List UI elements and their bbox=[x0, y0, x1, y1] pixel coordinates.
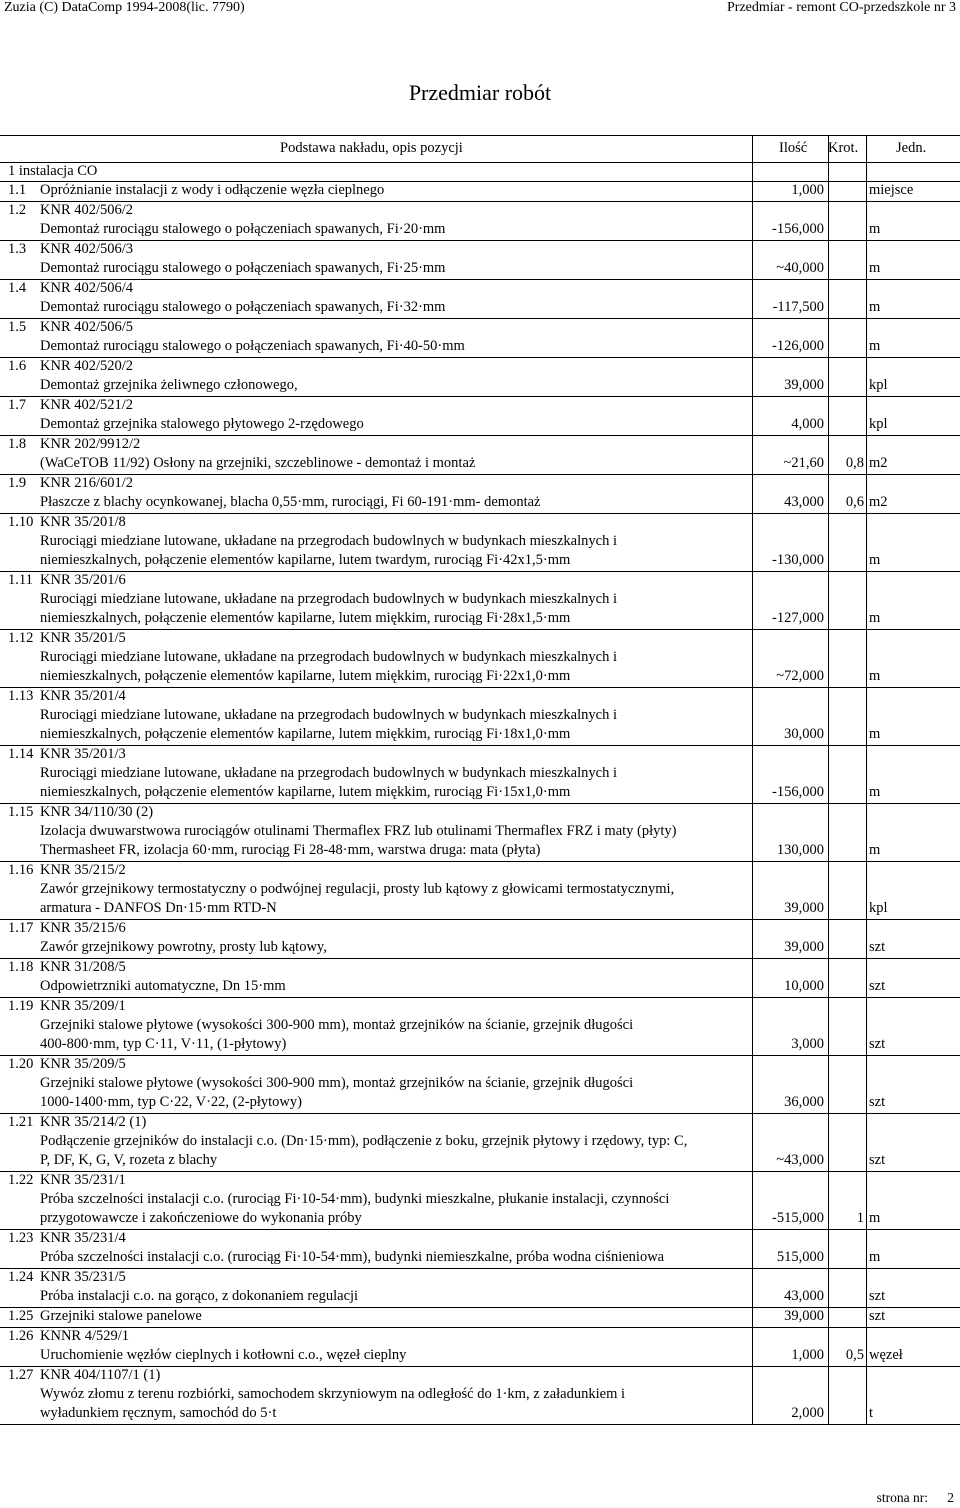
item-description: Odpowietrzniki automatyczne, Dn 15·mm bbox=[40, 978, 286, 994]
item-number: 1.3 bbox=[8, 241, 27, 257]
page-footer bbox=[876, 1490, 954, 1506]
item-unit: m bbox=[869, 726, 881, 742]
item-number: 1.13 bbox=[8, 688, 34, 704]
item-basis-code: KNR 35/209/5 bbox=[40, 1056, 126, 1072]
table-row bbox=[0, 319, 960, 357]
item-basis-code: KNR 404/1107/1 (1) bbox=[40, 1367, 161, 1383]
column-header-quantity: Ilość bbox=[779, 140, 808, 156]
item-basis-code: KNR 35/201/5 bbox=[40, 630, 126, 646]
item-quantity: ~21,60 bbox=[783, 455, 824, 471]
column-separator bbox=[752, 135, 753, 1424]
item-description: Demontaż grzejnika stalowego płytowego 2-rzędowego bbox=[40, 416, 364, 432]
item-number: 1.14 bbox=[8, 746, 34, 762]
column-header-description: Podstawa nakładu, opis pozycji bbox=[280, 140, 463, 156]
item-quantity: 39,000 bbox=[784, 377, 824, 393]
column-separator bbox=[866, 135, 867, 1424]
item-basis-code: KNR 35/215/2 bbox=[40, 862, 126, 878]
item-number: 1.9 bbox=[8, 475, 27, 491]
page-header bbox=[0, 0, 960, 22]
item-description: Demontaż rurociągu stalowego o połączeniach spawanych, Fi·32·mm bbox=[40, 299, 446, 315]
item-number: 1.8 bbox=[8, 436, 27, 452]
item-basis-code: KNR 35/201/8 bbox=[40, 514, 126, 530]
item-description: niemieszkalnych, połączenie elementów kapilarne, lutem miękkim, rurociąg Fi·18x1,0·mm bbox=[40, 726, 571, 742]
table-row bbox=[0, 630, 960, 687]
item-basis-code: KNR 35/231/5 bbox=[40, 1269, 126, 1285]
header-bottom-rule bbox=[0, 162, 960, 163]
item-description: Izolacja dwuwarstwowa rurociągów otulinami Thermaflex FRZ lub otulinami Thermaflex FRZ i maty (płyty) bbox=[40, 823, 677, 839]
table-row bbox=[0, 998, 960, 1055]
item-quantity: -156,000 bbox=[772, 784, 824, 800]
item-unit: m bbox=[869, 610, 881, 626]
item-number: 1.21 bbox=[8, 1114, 34, 1130]
item-number: 1.20 bbox=[8, 1056, 34, 1072]
item-unit: m2 bbox=[869, 494, 888, 510]
item-description: Zawór grzejnikowy powrotny, prosty lub kątowy, bbox=[40, 939, 327, 955]
item-quantity: 30,000 bbox=[784, 726, 824, 742]
table-row bbox=[0, 436, 960, 474]
item-unit: m bbox=[869, 842, 881, 858]
table-row bbox=[0, 1172, 960, 1229]
table-row bbox=[0, 358, 960, 396]
table-row bbox=[0, 1230, 960, 1268]
item-number: 1.2 bbox=[8, 202, 27, 218]
table-row bbox=[0, 688, 960, 745]
item-number: 1.5 bbox=[8, 319, 27, 335]
column-header-unit: Jedn. bbox=[896, 140, 927, 156]
item-basis-code: KNR 35/209/1 bbox=[40, 998, 126, 1014]
item-unit: szt bbox=[869, 1094, 886, 1110]
item-basis-code: KNR 35/215/6 bbox=[40, 920, 126, 936]
item-number: 1.26 bbox=[8, 1328, 34, 1344]
item-description: Rurociągi miedziane lutowane, układane na przegrodach budowlnych w budynkach mieszkalnych i bbox=[40, 591, 617, 607]
item-unit: kpl bbox=[869, 377, 888, 393]
item-description: Próba szczelności instalacji c.o. (rurociąg Fi·10-54·mm), budynki niemieszkalne, próba wodna ciśnieniowa bbox=[40, 1249, 665, 1265]
item-description: Demontaż rurociągu stalowego o połączeniach spawanych, Fi·40-50·mm bbox=[40, 338, 465, 354]
item-number: 1.24 bbox=[8, 1269, 34, 1285]
item-number: 1.19 bbox=[8, 998, 34, 1014]
row-rule bbox=[0, 1424, 960, 1425]
item-number: 1.16 bbox=[8, 862, 34, 878]
item-description: Thermasheet FR, izolacja 60·mm, rurociąg Fi 28-48·mm, warstwa druga: mata (płyta) bbox=[40, 842, 541, 858]
table-row bbox=[0, 514, 960, 571]
table-row bbox=[0, 1308, 960, 1327]
item-description: Demontaż rurociągu stalowego o połączeniach spawanych, Fi·25·mm bbox=[40, 260, 446, 276]
item-number: 1.7 bbox=[8, 397, 27, 413]
item-number: 1.11 bbox=[8, 572, 33, 588]
table-row bbox=[0, 1114, 960, 1171]
item-quantity: -126,000 bbox=[772, 338, 824, 354]
item-quantity: 3,000 bbox=[791, 1036, 824, 1052]
item-description: Uruchomienie węzłów cieplnych i kotłowni c.o., węzeł cieplny bbox=[40, 1347, 407, 1363]
item-quantity: ~43,000 bbox=[776, 1152, 824, 1168]
page-number: 2 bbox=[947, 1490, 954, 1505]
document-name-label: Przedmiar - remont CO-przedszkole nr 3 bbox=[727, 0, 956, 15]
item-unit: szt bbox=[869, 1308, 886, 1324]
item-quantity: 515,000 bbox=[776, 1249, 824, 1265]
item-number: 1.27 bbox=[8, 1367, 34, 1383]
item-description: armatura - DANFOS Dn·15·mm RTD-N bbox=[40, 900, 277, 916]
table-row bbox=[0, 572, 960, 629]
item-multiplier: 1 bbox=[856, 1210, 864, 1226]
item-quantity: 43,000 bbox=[784, 494, 824, 510]
item-description: Rurociągi miedziane lutowane, układane na przegrodach budowlnych w budynkach mieszkalnych i bbox=[40, 707, 617, 723]
section-title: 1 instalacja CO bbox=[8, 163, 98, 179]
item-description: Opróżnianie instalacji z wody i odłączenie węzła cieplnego bbox=[40, 182, 385, 198]
item-unit: szt bbox=[869, 1152, 886, 1168]
item-quantity: -127,000 bbox=[772, 610, 824, 626]
item-basis-code: KNNR 4/529/1 bbox=[40, 1328, 130, 1344]
item-number: 1.22 bbox=[8, 1172, 34, 1188]
table-row bbox=[0, 182, 960, 201]
item-description: Rurociągi miedziane lutowane, układane na przegrodach budowlnych w budynkach mieszkalnych i bbox=[40, 533, 617, 549]
item-description: Płaszcze z blachy ocynkowanej, blacha 0,55·mm, rurociągi, Fi 60-191·mm- demontaż bbox=[40, 494, 541, 510]
table-row bbox=[0, 397, 960, 435]
item-unit: węzeł bbox=[869, 1347, 903, 1363]
item-quantity: 2,000 bbox=[791, 1405, 824, 1421]
item-basis-code: KNR 202/9912/2 bbox=[40, 436, 141, 452]
item-number: 1.6 bbox=[8, 358, 27, 374]
table-row bbox=[0, 1056, 960, 1113]
item-unit: m bbox=[869, 552, 881, 568]
item-basis-code: KNR 31/208/5 bbox=[40, 959, 126, 975]
item-description: Próba szczelności instalacji c.o. (rurociąg Fi·10-54·mm), budynki mieszkalne, płukanie instalacji, czynności bbox=[40, 1191, 670, 1207]
item-description: niemieszkalnych, połączenie elementów kapilarne, lutem twardym, rurociąg Fi·42x1,5·mm bbox=[40, 552, 571, 568]
item-number: 1.1 bbox=[8, 182, 27, 198]
item-basis-code: KNR 34/110/30 (2) bbox=[40, 804, 154, 820]
item-description: Zawór grzejnikowy termostatyczny o podwójnej regulacji, prosty lub kątowy z głowicami termostatycznymi, bbox=[40, 881, 675, 897]
item-unit: m bbox=[869, 1210, 881, 1226]
item-quantity: -130,000 bbox=[772, 552, 824, 568]
item-description: Grzejniki stalowe płytowe (wysokości 300-900 mm), montaż grzejników na ścianie, grzejnik długości bbox=[40, 1017, 634, 1033]
item-basis-code: KNR 402/520/2 bbox=[40, 358, 134, 374]
item-description: (WaCeTOB 11/92) Osłony na grzejniki, szczeblinowe - demontaż i montaż bbox=[40, 455, 476, 471]
item-basis-code: Grzejniki stalowe panelowe bbox=[40, 1308, 202, 1324]
item-quantity: 39,000 bbox=[784, 900, 824, 916]
item-description: przygotowawcze i zakończeniowe do wykonania próby bbox=[40, 1210, 362, 1226]
item-number: 1.4 bbox=[8, 280, 27, 296]
item-number: 1.15 bbox=[8, 804, 34, 820]
item-description: Podłączenie grzejników do instalacji c.o. (Dn·15·mm), podłączenie z boku, grzejnik płytowy i rzędowy, typ: C, bbox=[40, 1133, 688, 1149]
table-top-rule bbox=[0, 135, 960, 136]
item-basis-code: KNR 35/214/2 (1) bbox=[40, 1114, 147, 1130]
table-row bbox=[0, 1328, 960, 1366]
page-number-label: strona nr: bbox=[876, 1490, 928, 1505]
table-row bbox=[0, 280, 960, 318]
column-separator bbox=[828, 135, 829, 1424]
item-basis-code: KNR 402/506/4 bbox=[40, 280, 134, 296]
item-unit: m2 bbox=[869, 455, 888, 471]
item-number: 1.25 bbox=[8, 1308, 34, 1324]
item-unit: m bbox=[869, 668, 881, 684]
item-multiplier: 0,5 bbox=[845, 1347, 864, 1363]
item-quantity: 130,000 bbox=[776, 842, 824, 858]
item-quantity: 1,000 bbox=[791, 1347, 824, 1363]
item-description: 400-800·mm, typ C·11, V·11, (1-płytowy) bbox=[40, 1036, 287, 1052]
item-unit: m bbox=[869, 221, 881, 237]
item-quantity: 43,000 bbox=[784, 1288, 824, 1304]
item-description: Demontaż rurociągu stalowego o połączeniach spawanych, Fi·20·mm bbox=[40, 221, 446, 237]
item-basis-code: KNR 402/506/5 bbox=[40, 319, 134, 335]
table-row bbox=[0, 920, 960, 958]
item-description: 1000-1400·mm, typ C·22, V·22, (2-płytowy) bbox=[40, 1094, 302, 1110]
item-number: 1.23 bbox=[8, 1230, 34, 1246]
item-unit: szt bbox=[869, 939, 886, 955]
item-unit: t bbox=[869, 1405, 874, 1421]
item-unit: m bbox=[869, 299, 881, 315]
item-quantity: 4,000 bbox=[791, 416, 824, 432]
item-description: P, DF, K, G, V, rozeta z blachy bbox=[40, 1152, 218, 1168]
item-number: 1.12 bbox=[8, 630, 34, 646]
item-quantity: 39,000 bbox=[784, 939, 824, 955]
item-description: Rurociągi miedziane lutowane, układane na przegrodach budowlnych w budynkach mieszkalnych i bbox=[40, 649, 617, 665]
item-quantity: -156,000 bbox=[772, 221, 824, 237]
item-basis-code: KNR 35/231/1 bbox=[40, 1172, 126, 1188]
item-unit: miejsce bbox=[869, 182, 914, 198]
item-multiplier: 0,6 bbox=[845, 494, 864, 510]
page-title: Przedmiar robót bbox=[408, 80, 552, 105]
table-row bbox=[0, 746, 960, 803]
item-basis-code: KNR 35/201/3 bbox=[40, 746, 126, 762]
item-unit: szt bbox=[869, 1288, 886, 1304]
item-unit: m bbox=[869, 260, 881, 276]
item-quantity: ~40,000 bbox=[776, 260, 824, 276]
item-description: wyładunkiem ręcznym, samochód do 5·t bbox=[40, 1405, 277, 1421]
item-quantity: -117,500 bbox=[772, 299, 824, 315]
item-description: Próba instalacji c.o. na gorąco, z dokonaniem regulacji bbox=[40, 1288, 359, 1304]
item-basis-code: KNR 35/201/6 bbox=[40, 572, 126, 588]
item-number: 1.18 bbox=[8, 959, 34, 975]
item-basis-code: KNR 35/231/4 bbox=[40, 1230, 126, 1246]
item-quantity: 36,000 bbox=[784, 1094, 824, 1110]
table-row bbox=[0, 1367, 960, 1424]
item-unit: kpl bbox=[869, 900, 888, 916]
item-unit: kpl bbox=[869, 416, 888, 432]
item-description: niemieszkalnych, połączenie elementów kapilarne, lutem miękkim, rurociąg Fi·22x1,0·mm bbox=[40, 668, 571, 684]
item-basis-code: KNR 216/601/2 bbox=[40, 475, 134, 491]
item-basis-code: KNR 402/506/3 bbox=[40, 241, 134, 257]
software-license-label: Zuzia (C) DataComp 1994-2008(lic. 7790) bbox=[4, 0, 245, 15]
item-quantity: ~72,000 bbox=[776, 668, 824, 684]
item-unit: m bbox=[869, 1249, 881, 1265]
item-quantity: 39,000 bbox=[784, 1308, 824, 1324]
item-unit: m bbox=[869, 338, 881, 354]
item-description: Demontaż grzejnika żeliwnego członowego, bbox=[40, 377, 298, 393]
item-unit: m bbox=[869, 784, 881, 800]
item-quantity: -515,000 bbox=[772, 1210, 824, 1226]
item-quantity: 1,000 bbox=[791, 182, 824, 198]
item-description: Grzejniki stalowe płytowe (wysokości 300-900 mm), montaż grzejników na ścianie, grzejnik długości bbox=[40, 1075, 634, 1091]
item-number: 1.17 bbox=[8, 920, 34, 936]
table-row bbox=[0, 241, 960, 279]
item-description: niemieszkalnych, połączenie elementów kapilarne, lutem miękkim, rurociąg Fi·15x1,0·mm bbox=[40, 784, 571, 800]
item-multiplier: 0,8 bbox=[845, 455, 864, 471]
table-row bbox=[0, 202, 960, 240]
item-basis-code: KNR 35/201/4 bbox=[40, 688, 126, 704]
table-row bbox=[0, 862, 960, 919]
item-number: 1.10 bbox=[8, 514, 34, 530]
table-row bbox=[0, 1269, 960, 1307]
item-basis-code: KNR 402/506/2 bbox=[40, 202, 134, 218]
item-description: Wywóz złomu z terenu rozbiórki, samochodem skrzyniowym na odległość do 1·km, z załadunkiem i bbox=[40, 1386, 626, 1402]
column-header-multiplier: Krot. bbox=[828, 140, 859, 156]
table-row bbox=[0, 959, 960, 997]
item-description: niemieszkalnych, połączenie elementów kapilarne, lutem miękkim, rurociąg Fi·28x1,5·mm bbox=[40, 610, 571, 626]
item-unit: szt bbox=[869, 1036, 886, 1052]
item-unit: szt bbox=[869, 978, 886, 994]
table-row bbox=[0, 804, 960, 861]
item-description: Rurociągi miedziane lutowane, układane na przegrodach budowlnych w budynkach mieszkalnych i bbox=[40, 765, 617, 781]
item-basis-code: KNR 402/521/2 bbox=[40, 397, 134, 413]
table-row bbox=[0, 475, 960, 513]
item-quantity: 10,000 bbox=[784, 978, 824, 994]
